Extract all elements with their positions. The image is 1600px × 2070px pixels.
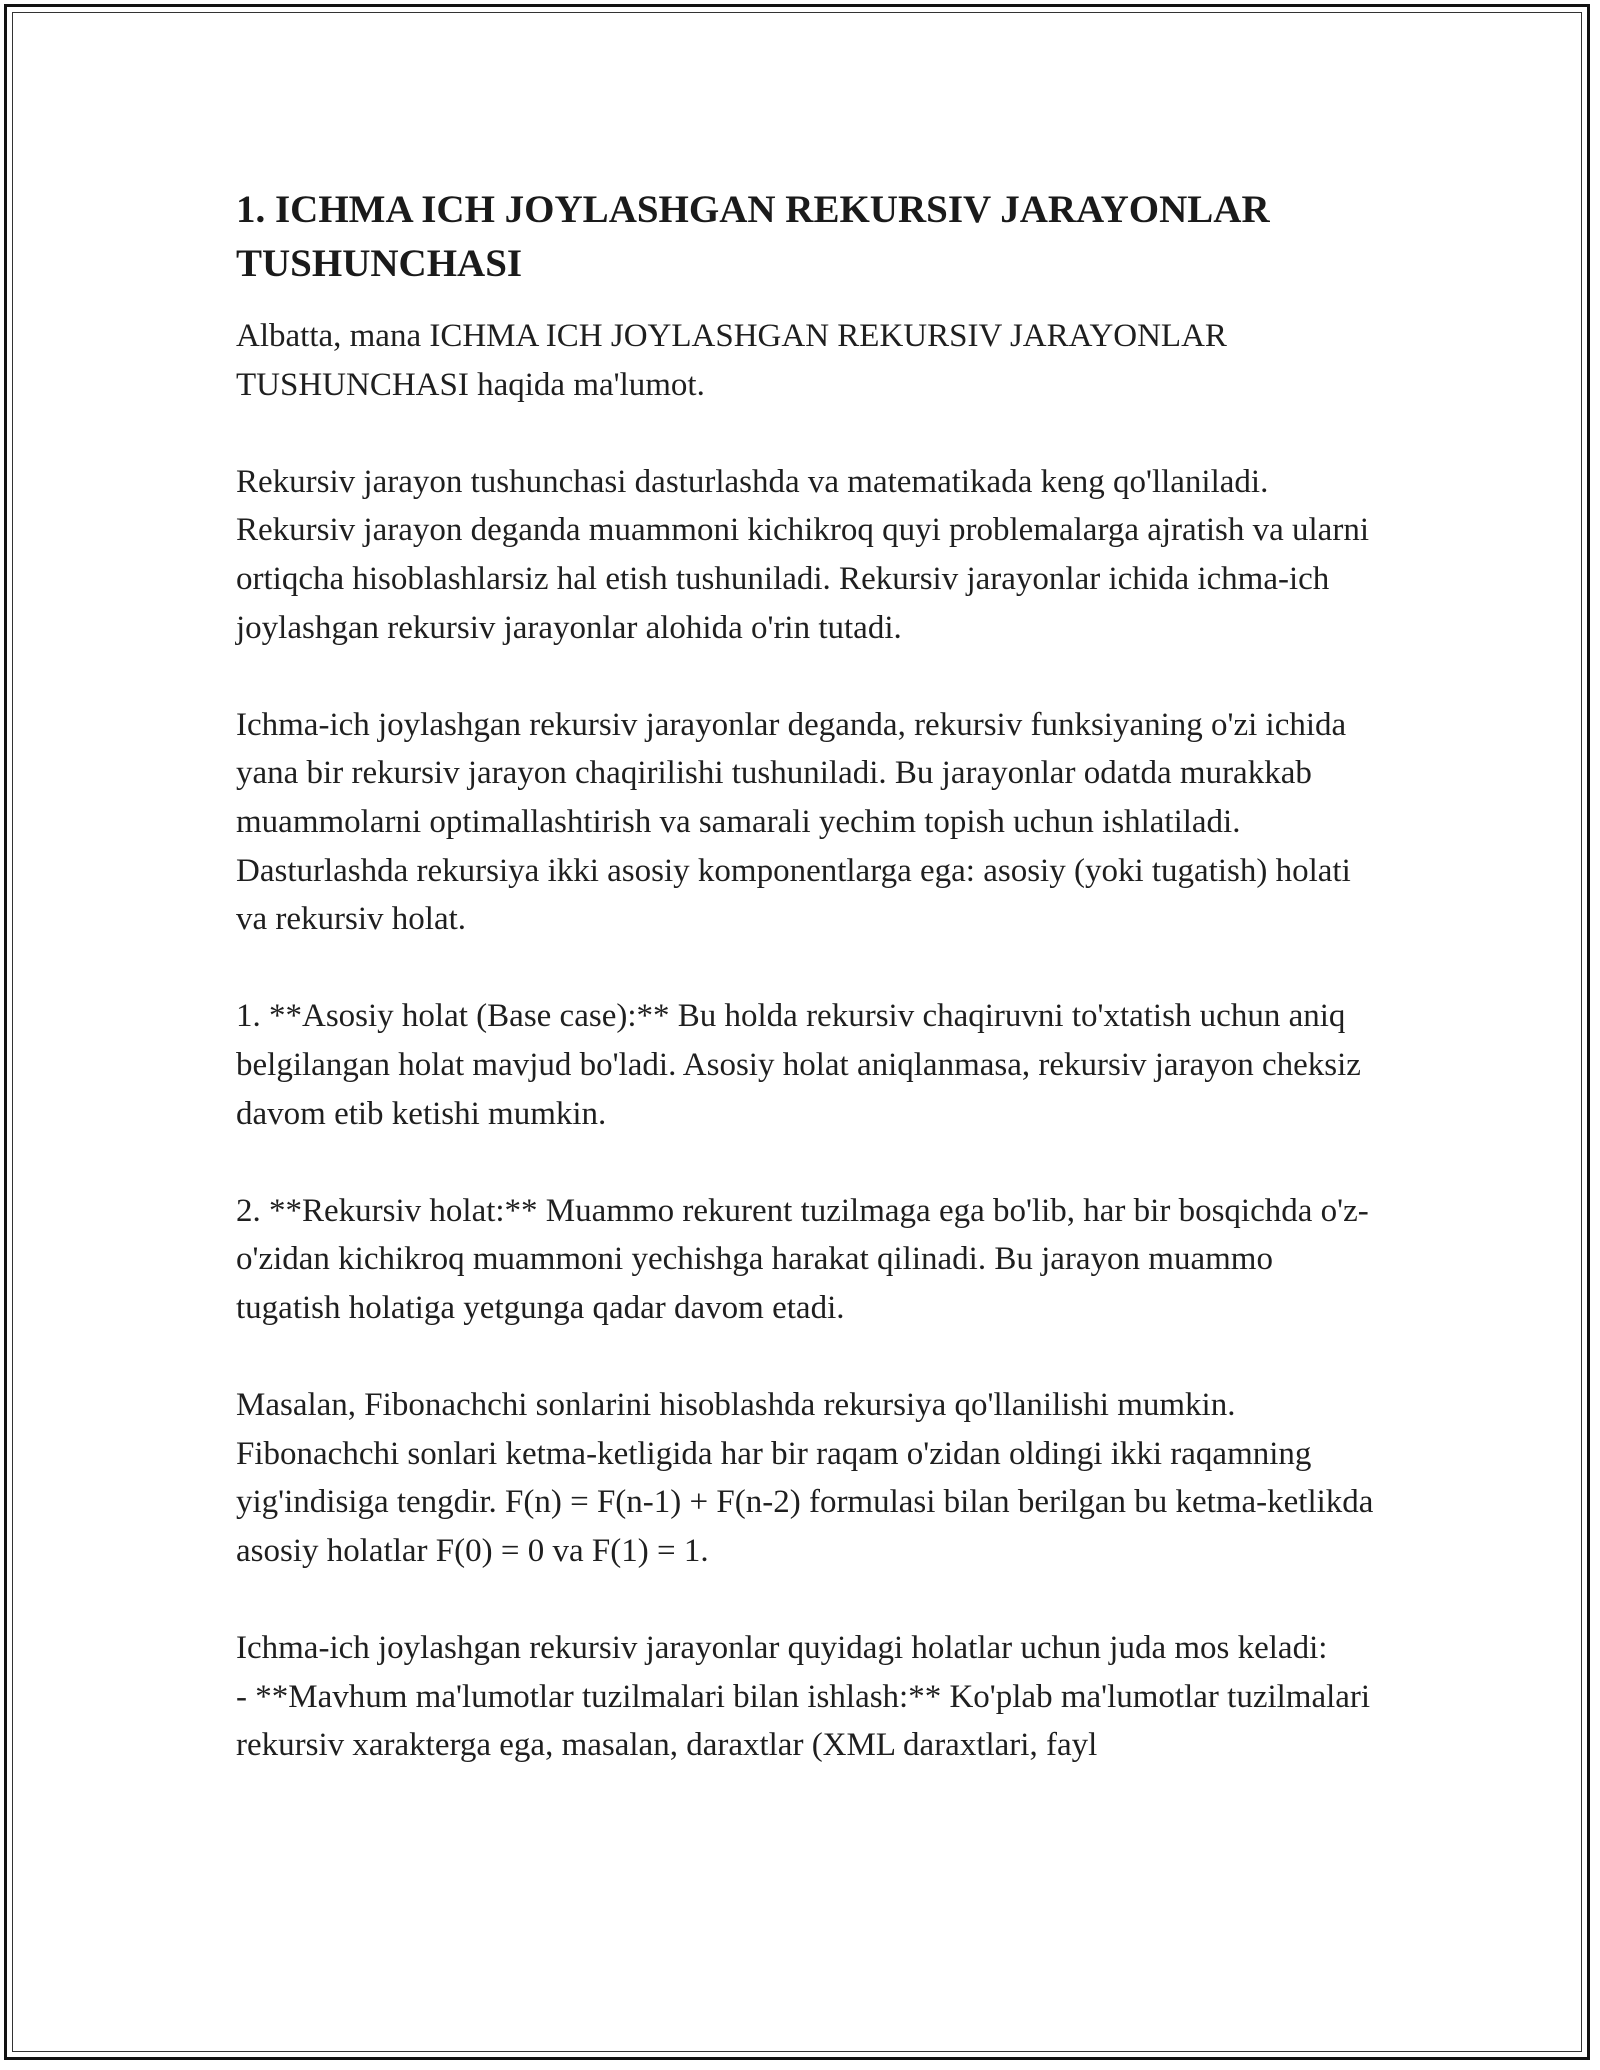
nested-recursion-paragraph: Ichma-ich joylashgan rekursiv jarayonlar deganda, rekursiv funksiyaning o'zi ichida yana bir rekursiv jarayon chaqirilishi tushuniladi. Bu jarayonlar odatda murakkab muammolarni optimallashtirish va samarali yechim topish uchun ishlatiladi. Dasturlashda rekursiya ikki asosiy komponentlarga ega: asosiy (yoki tugatish) holati va rekursiv holat. (236, 706, 1351, 938)
intro-paragraph: Albatta, mana ICHMA ICH JOYLASHGAN REKURSIV JARAYONLAR TUSHUNCHASI haqida ma'lumot. (236, 318, 1227, 403)
recursive-case-item: 2. **Rekursiv holat:** Muammo rekurent tuzilmaga ega bo'lib, har bir bosqichda o'z-o'zidan kichikroq muammoni yechishga harakat qilinadi. Bu jarayon muammo tugatish holatiga yetgunga qadar davom etadi. (236, 1192, 1369, 1326)
fibonacci-example-paragraph: Masalan, Fibonachchi sonlarini hisoblashda rekursiya qo'llanilishi mumkin. Fibonachchi sonlari ketma-ketligida har bir raqam o'zidan oldingi ikki raqamning yig'indisiga tengdir. F(n) = F(n-1) + F(n-2) formulasi bilan berilgan bu ketma-ketlikda asosiy holatlar F(0) = 0 va F(1) = 1. (236, 1387, 1374, 1569)
use-cases-intro: Ichma-ich joylashgan rekursiv jarayonlar quyidagi holatlar uchun juda mos keladi: (236, 1630, 1328, 1667)
recursion-definition-paragraph: Rekursiv jarayon tushunchasi dasturlashda va matematikada keng qo'llaniladi. Rekursiv jarayon deganda muammoni kichikroq quyi problemalarga ajratish va ularni ortiqcha hisoblashlarsiz hal etish tushuniladi. Rekursiv jarayonlar ichida ichma-ich joylashgan rekursiv jarayonlar alohida o'rin tutadi. (236, 463, 1369, 646)
base-case-item: 1. **Asosiy holat (Base case):** Bu holda rekursiv chaqiruvni to'xtatish uchun aniq belgilangan holat mavjud bo'ladi. Asosiy holat aniqlanmasa, rekursiv jarayon cheksiz davom etib ketishi mumkin. (236, 998, 1361, 1132)
document-body (236, 183, 1376, 1770)
use-case-item-abstract-data: - **Mavhum ma'lumotlar tuzilmalari bilan ishlash:** Ko'plab ma'lumotlar tuzilmalari rekursiv xarakterga ega, masalan, daraxtlar (XML daraxtlari, fayl (236, 1678, 1371, 1764)
section-heading: 1. ICHMA ICH JOYLASHGAN REKURSIV JARAYONLAR TUSHUNCHASI (236, 188, 1270, 285)
